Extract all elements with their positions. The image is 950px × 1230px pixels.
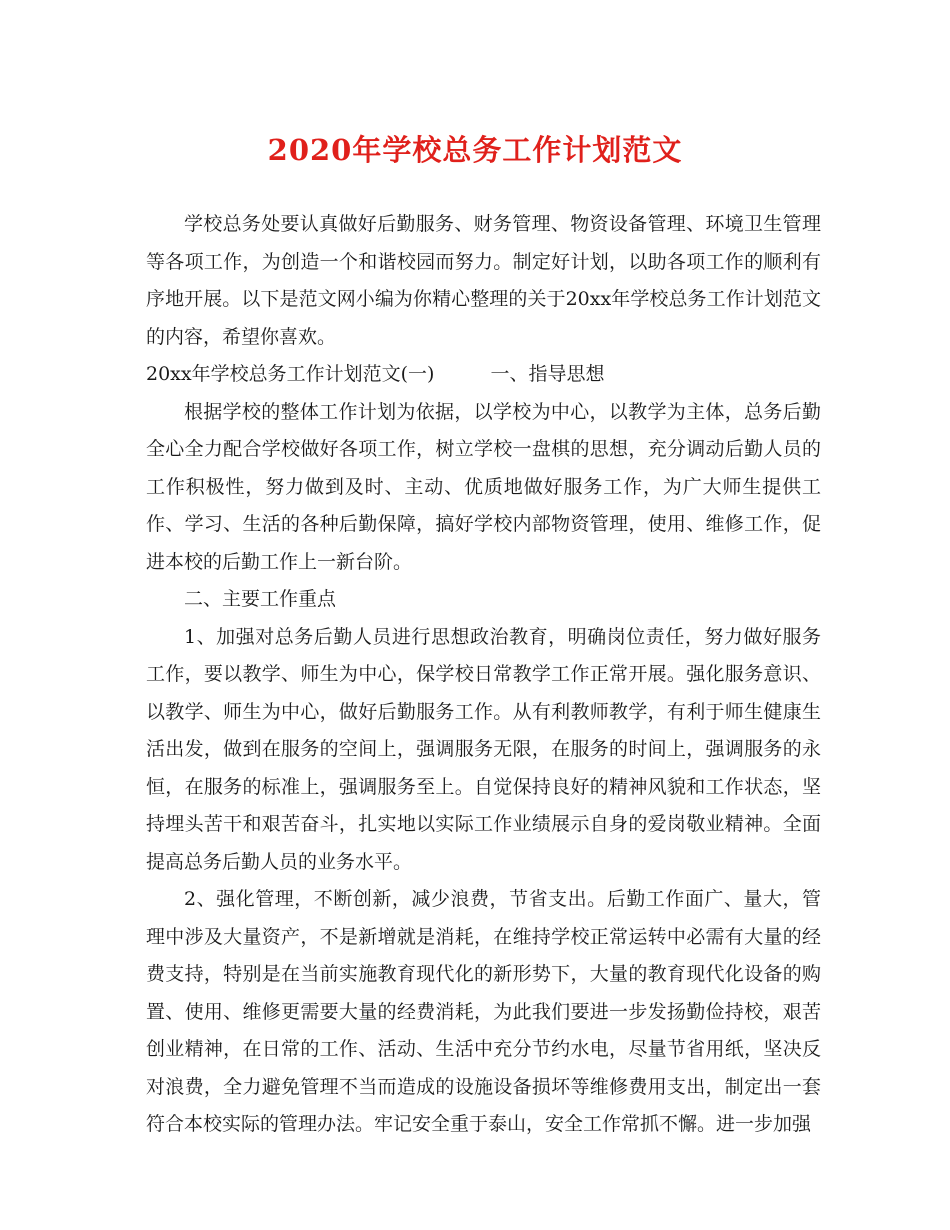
section2-heading: 二、主要工作重点 xyxy=(184,588,337,610)
intro-paragraph: 学校总务处要认真做好后勤服务、财务管理、物资设备管理、环境卫生管理等各项工作，为创造一个和谐校园而努力。制定好计划，以助各项工作的顺利有序地开展。以下是范文网小编为你精心整理的关于20xx年学校总务工作计划范文的内容，希望你喜欢。 xyxy=(146,213,821,348)
item1-paragraph: 1、加强对总务后勤人员进行思想政治教育，明确岗位责任，努力做好服务工作，要以教学、师生为中心，保学校日常教学工作正常开展。强化服务意识、以教学、师生为中心，做好后勤服务工作。从有利教师教学，有利于师生健康生活出发，做到在服务的空间上，强调服务无限，在服务的时间上，强调服务的永恒，在服务的标准上，强调服务至上。自觉保持良好的精神风貌和工作状态，坚持埋头苦干和艰苦奋斗，扎实地以实际工作业绩展示自身的爱岗敬业精神。全面提高总务后勤人员的业务水平。 xyxy=(146,625,821,873)
subtitle-line xyxy=(146,356,821,394)
document-title: 2020年学校总务工作计划范文 xyxy=(267,133,683,167)
section1-paragraph: 根据学校的整体工作计划为依据，以学校为中心，以教学为主体，总务后勤全心全力配合学校做好各项工作，树立学校一盘棋的思想，充分调动后勤人员的工作积极性，努力做到及时、主动、优质地做好服务工作，为广大师生提供工作、学习、生活的各种后勤保障，搞好学校内部物资管理，使用、维修工作，促进本校的后勤工作上一新台阶。 xyxy=(146,400,821,573)
plan-subtitle: 20xx年学校总务工作计划范文(一) xyxy=(146,363,435,385)
item2-paragraph: 2、强化管理，不断创新，减少浪费，节省支出。后勤工作面广、量大，管理中涉及大量资产，不是新增就是消耗，在维持学校正常运转中必需有大量的经费支持，特别是在当前实施教育现代化的新形势下，大量的教育现代化设备的购置、使用、维修更需要大量的经费消耗，为此我们要进一步发扬勤俭持校，艰苦创业精神，在日常的工作、活动、生活中充分节约水电，尽量节省用纸，坚决反对浪费，全力避免管理不当而造成的设施设备损坏等维修费用支出，制定出一套符合本校实际的管理办法。牢记安全重于泰山，安全工作常抓不懈。进一步加强 xyxy=(146,888,821,1135)
document-body xyxy=(146,206,821,1144)
section1-heading: 一、指导思想 xyxy=(490,363,605,385)
